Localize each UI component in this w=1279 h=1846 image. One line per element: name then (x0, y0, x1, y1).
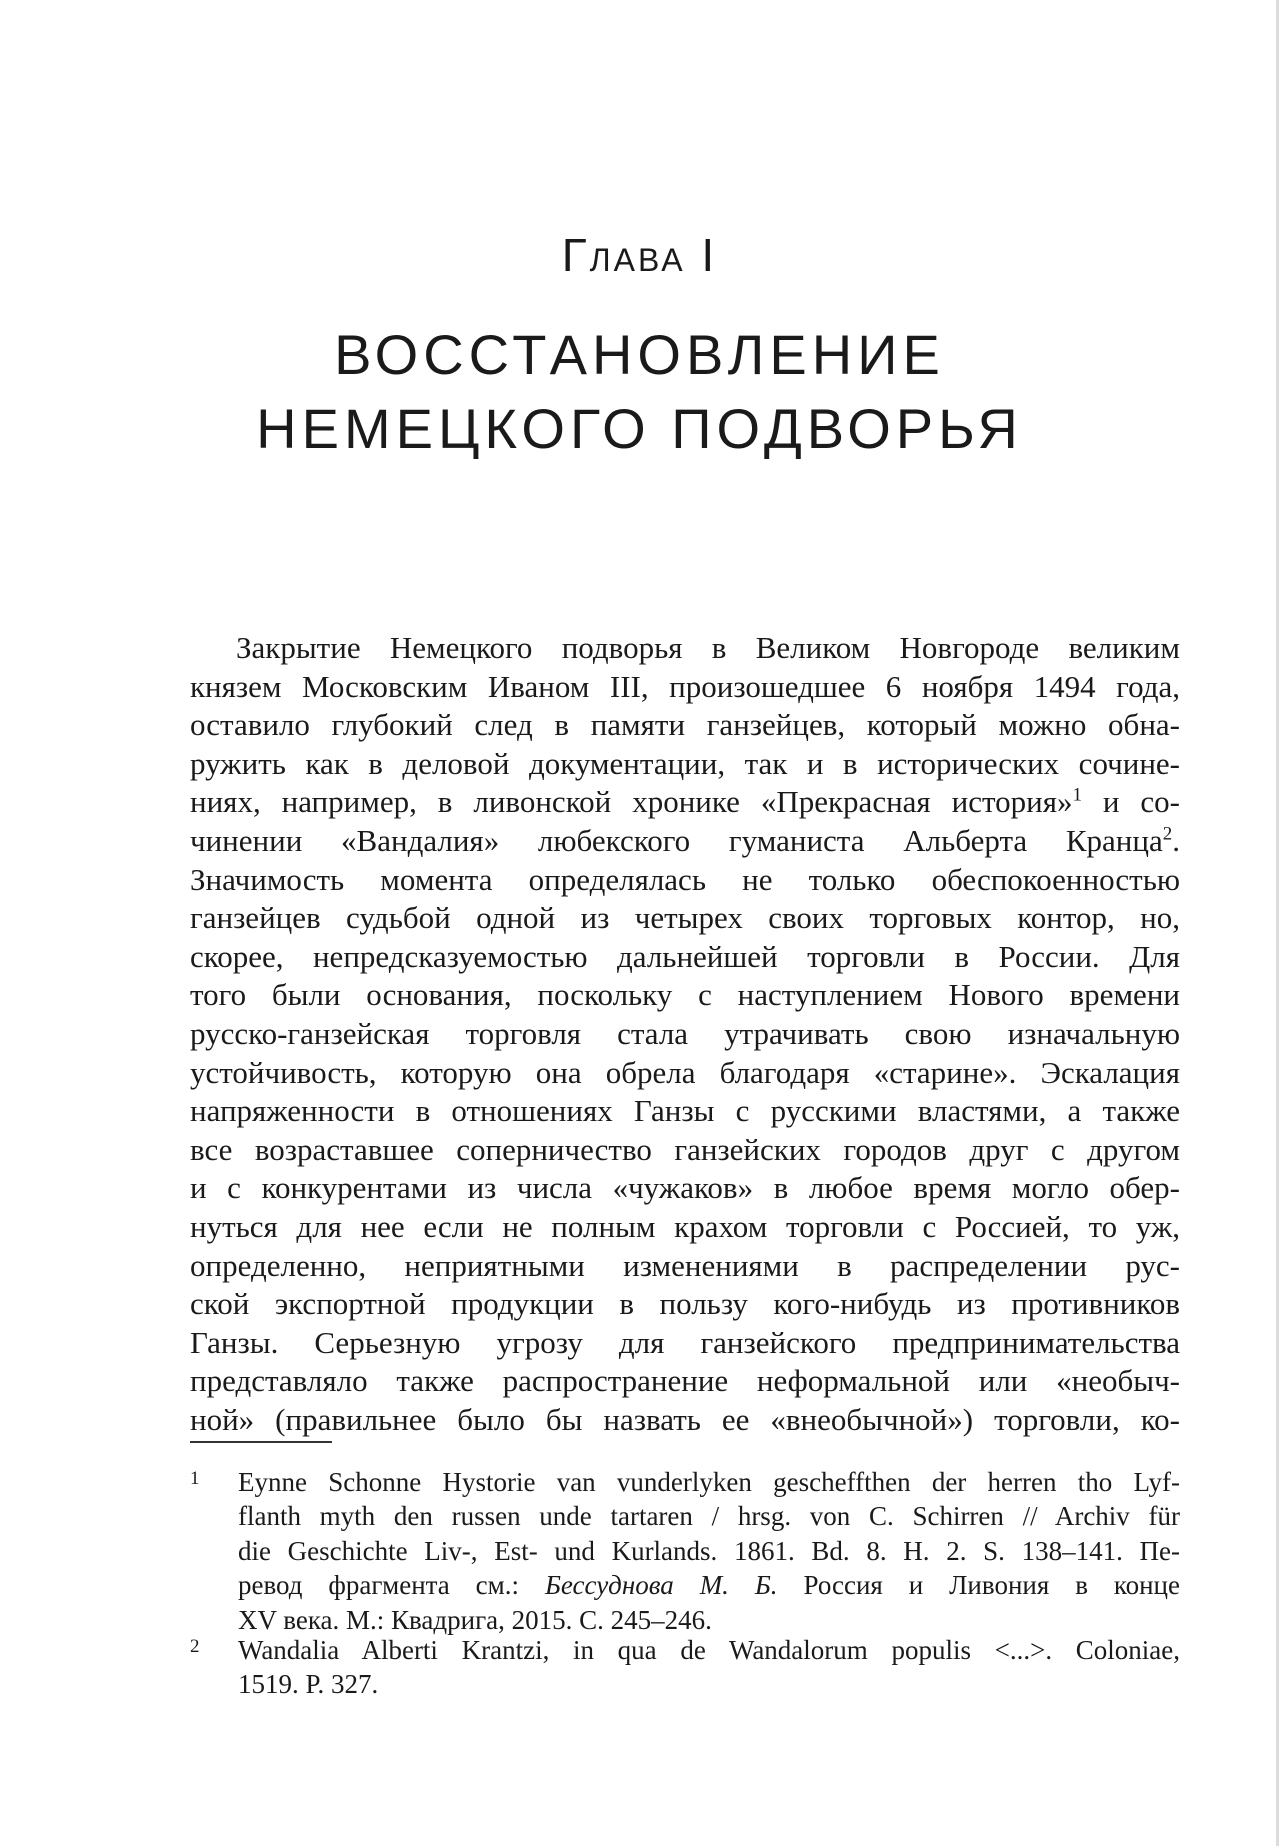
body-line: и с конкурентами из числа «чужаков» в любое время могло обер- (190, 1170, 1180, 1206)
footnote-1 (190, 1465, 1180, 1637)
body-line-text: ниях, например, в ливонской хронике «Прекрасная история» (190, 784, 1073, 820)
body-line: ской экспортной продукции в пользу кого-нибудь из противников (190, 1286, 1180, 1322)
footnote-ref-2[interactable]: 2 (1162, 823, 1173, 845)
footnote-ref-1[interactable]: 1 (1072, 785, 1082, 807)
chapter-title-line-2: НЕМЕЦКОГО ПОДВОРЬЯ (256, 397, 1023, 460)
body-line: ружить как в деловой документации, так и в исторических сочине- (190, 745, 1180, 781)
footnote-text: Россия и Ливония в конце (777, 1570, 1180, 1601)
body-line: напряженности в отношениях Ганзы с русскими властями, а также (190, 1093, 1180, 1129)
body-line: Закрытие Немецкого подворья в Великом Новгороде великим (236, 630, 1180, 665)
footnote-body (238, 1465, 1180, 1637)
body-line: Ганзы. Серьезную угрозу для ганзейского предпринимательства (190, 1324, 1180, 1360)
footnote-2 (190, 1633, 1180, 1702)
chapter-label: Глава I (561, 229, 718, 281)
footnote-line: XV века. М.: Квадрига, 2015. С. 245–246. (238, 1604, 712, 1635)
body-paragraph (190, 629, 1180, 1439)
footnote-author-italic: Бессуднова М. Б. (544, 1570, 778, 1601)
body-line: ной» (правильнее было бы назвать ее «внеобычной») торговли, ко- (190, 1401, 1180, 1437)
footnote-line (238, 1568, 1180, 1602)
body-line-text: и со- (1081, 784, 1180, 820)
body-line: представляло также распространение неформальной или «необыч- (190, 1363, 1180, 1399)
body-line: князем Московским Иваном III, произошедшее 6 ноября 1494 года, (190, 668, 1180, 704)
body-line: Значимость момента определялась не только обеспокоенностью (190, 861, 1180, 897)
body-line-text: чинении «Вандалия» любекского гуманиста Альберта Кранца (190, 822, 1163, 858)
footnote-number: 1 (190, 1468, 200, 1489)
body-line: устойчивость, которую она обрела благодаря «старине». Эскалация (190, 1054, 1180, 1090)
footnote-line: Wandalia Alberti Krantzi, in qua de Wandalorum populis <...>. Coloniae, (238, 1635, 1180, 1665)
body-line: ганзейцев судьбой одной из четырех своих торговых контор, но, (190, 900, 1180, 936)
body-line: оставило глубокий след в памяти ганзейцев, который можно обна- (190, 707, 1180, 743)
footnote-text: ревод фрагмента см.: (238, 1570, 545, 1601)
footnote-line: 1519. P. 327. (238, 1669, 379, 1700)
body-line: скорее, непредсказуемостью дальнейшей торговли в России. Для (190, 938, 1180, 974)
footnote-line: flanth myth den russen unde tartaren / hrsg. von C. Schirren // Archiv für (238, 1501, 1180, 1532)
body-line: нуться для нее если не полным крахом торговли с Россией, то уж, (190, 1208, 1180, 1244)
footnote-body (238, 1633, 1180, 1702)
body-line: того были основания, поскольку с наступлением Нового времени (190, 977, 1180, 1013)
body-line: определенно, неприятными изменениями в распределении рус- (190, 1247, 1180, 1283)
body-line: все возраставшее соперничество ганзейских городов друг с другом (190, 1131, 1180, 1167)
chapter-title-line-1: ВОССТАНОВЛЕНИЕ (334, 323, 945, 386)
footnote-line: Eynne Schonne Hystorie van vunderlyken gescheffthen der herren tho Lyf- (238, 1467, 1180, 1497)
body-line: русско-ганзейская торговля стала утрачивать свою изначальную (190, 1015, 1180, 1051)
footnote-separator (190, 1441, 332, 1443)
body-line-text: . (1172, 822, 1180, 858)
body-line (190, 783, 1180, 822)
body-line (190, 822, 1180, 861)
footnote-line: die Geschichte Liv-, Est- und Kurlands. 1861. Bd. 8. H. 2. S. 138–141. Пе- (238, 1535, 1180, 1566)
chapter-title (0, 318, 1279, 466)
footnote-number: 2 (190, 1636, 200, 1657)
